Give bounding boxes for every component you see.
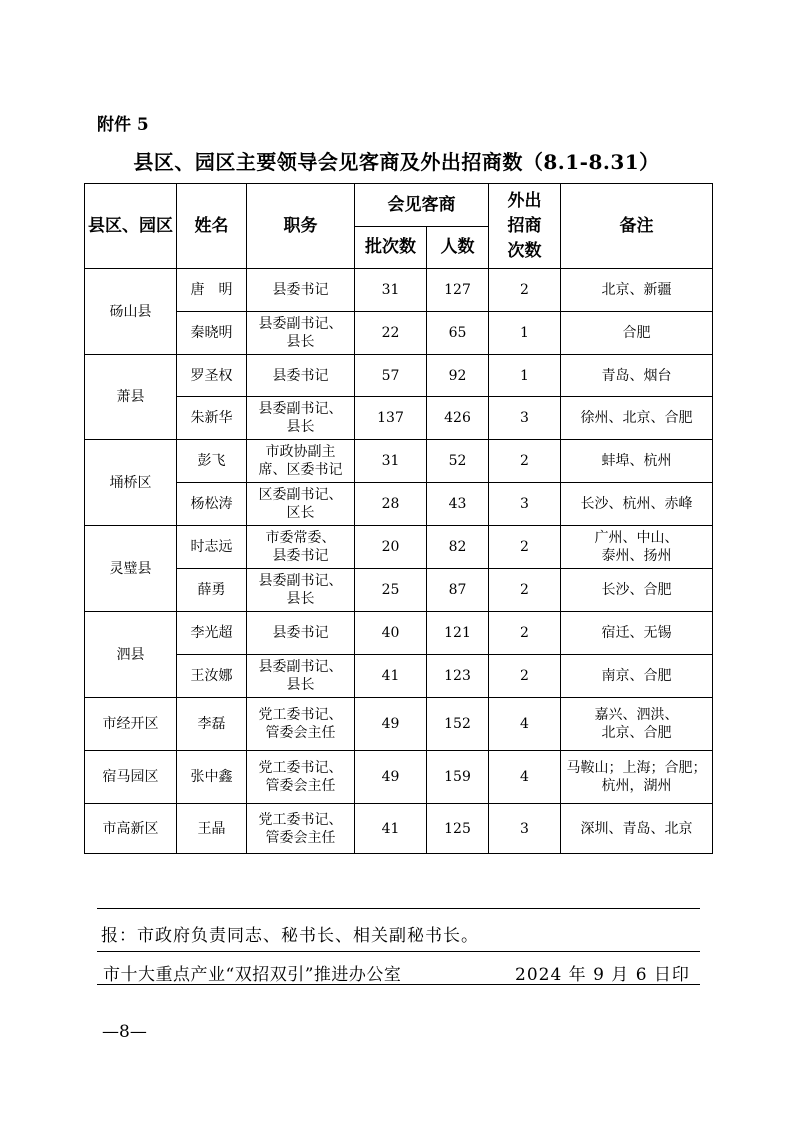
people-cell: 92 (427, 355, 489, 397)
trips-cell: 1 (489, 312, 561, 355)
remark-cell (561, 804, 713, 854)
remark-line: 北京、合肥 (601, 725, 672, 741)
remark-cell (561, 397, 713, 440)
position-line: 市委常委、 (265, 530, 336, 546)
batches-cell: 25 (355, 569, 427, 612)
issuing-office: 市十大重点产业“双招双引”推进办公室 (103, 965, 402, 985)
batches-cell: 40 (355, 612, 427, 655)
position-line: 县委副书记、 (258, 573, 343, 589)
remark-cell (561, 483, 713, 526)
position-cell (247, 526, 355, 569)
batches-cell: 31 (355, 440, 427, 483)
position-line: 管委会主任 (265, 829, 336, 846)
people-cell: 121 (427, 612, 489, 655)
position-line: 县委书记 (272, 367, 329, 384)
position-line: 县委书记 (272, 282, 329, 298)
name-cell: 李光超 (177, 612, 247, 655)
table-row (85, 804, 713, 854)
position-line: 管委会主任 (265, 778, 336, 794)
table-row (85, 655, 713, 698)
batches-cell: 49 (355, 751, 427, 804)
remark-cell (561, 440, 713, 483)
header-name: 姓名 (177, 184, 247, 269)
people-cell: 125 (427, 804, 489, 854)
trips-cell: 2 (489, 269, 561, 312)
batches-cell: 41 (355, 804, 427, 854)
position-line: 县委副书记、 (258, 659, 343, 675)
name-cell: 薛勇 (177, 569, 247, 612)
position-line: 党工委书记、 (258, 707, 343, 723)
remark-line: 合肥 (622, 325, 651, 341)
position-cell (247, 312, 355, 355)
remark-line: 蚌埠、杭州 (601, 453, 672, 469)
position-cell (247, 698, 355, 751)
footer-divider-top (97, 908, 700, 909)
table-row (85, 269, 713, 312)
name-cell: 罗圣权 (177, 355, 247, 397)
people-cell: 152 (427, 698, 489, 751)
batches-cell: 20 (355, 526, 427, 569)
remark-cell (561, 612, 713, 655)
remark-cell (561, 655, 713, 698)
position-line: 县委副书记、 (258, 316, 343, 332)
remark-cell (561, 751, 713, 804)
table-row (85, 355, 713, 397)
name-cell: 秦晓明 (177, 312, 247, 355)
people-cell: 127 (427, 269, 489, 312)
header-trips-line-2: 招商 (507, 215, 542, 236)
header-meet: 会见客商 (355, 184, 489, 227)
people-cell: 87 (427, 569, 489, 612)
name-cell: 彭飞 (177, 440, 247, 483)
position-line: 县长 (286, 591, 315, 607)
trips-cell: 2 (489, 612, 561, 655)
header-county: 县区、园区 (85, 184, 177, 269)
header-position: 职务 (247, 184, 355, 269)
trips-cell: 1 (489, 355, 561, 397)
batches-cell: 137 (355, 397, 427, 440)
people-cell: 426 (427, 397, 489, 440)
position-cell (247, 612, 355, 655)
position-cell (247, 569, 355, 612)
trips-cell: 4 (489, 698, 561, 751)
table-row (85, 312, 713, 355)
batches-cell: 57 (355, 355, 427, 397)
name-cell: 张中鑫 (177, 751, 247, 804)
name-cell: 李磊 (177, 698, 247, 751)
county-cell: 砀山县 (85, 269, 177, 355)
trips-cell: 3 (489, 483, 561, 526)
remark-cell (561, 698, 713, 751)
statistics-table (84, 183, 713, 854)
remark-line: 青岛、烟台 (601, 367, 672, 384)
position-line: 党工委书记、 (258, 760, 343, 776)
people-cell: 43 (427, 483, 489, 526)
batches-cell: 31 (355, 269, 427, 312)
remark-cell (561, 269, 713, 312)
remark-cell (561, 355, 713, 397)
remark-line: 长沙、合肥 (601, 582, 672, 598)
county-cell: 市经开区 (85, 698, 177, 751)
header-trips-line-3: 次数 (507, 240, 542, 261)
position-cell (247, 804, 355, 854)
page-number: —8— (102, 1022, 147, 1042)
table-row (85, 612, 713, 655)
name-cell: 朱新华 (177, 397, 247, 440)
remark-cell (561, 312, 713, 355)
table-row (85, 440, 713, 483)
county-cell: 灵璧县 (85, 526, 177, 612)
trips-cell: 2 (489, 440, 561, 483)
name-cell: 王汝娜 (177, 655, 247, 698)
document-title: 县区、园区主要领导会见客商及外出招商数（8.1-8.31） (133, 150, 660, 174)
position-line: 区长 (286, 505, 315, 521)
remark-line: 徐州、北京、合肥 (580, 410, 693, 426)
county-cell: 宿马园区 (85, 751, 177, 804)
remark-line: 南京、合肥 (601, 668, 672, 684)
table-row (85, 397, 713, 440)
people-cell: 82 (427, 526, 489, 569)
trips-cell: 3 (489, 804, 561, 854)
position-cell (247, 655, 355, 698)
footer-divider-bottom (97, 984, 700, 985)
trips-cell: 2 (489, 655, 561, 698)
county-cell: 埇桥区 (85, 440, 177, 526)
batches-cell: 22 (355, 312, 427, 355)
people-cell: 52 (427, 440, 489, 483)
position-line: 县委书记 (272, 625, 329, 641)
remark-line: 广州、中山、 (594, 530, 679, 546)
position-line: 县长 (286, 677, 315, 693)
remark-line: 嘉兴、泗洪、 (594, 707, 679, 723)
header-batches: 批次数 (355, 227, 427, 269)
header-remark: 备注 (561, 184, 713, 269)
attachment-label: 附件 5 (97, 115, 149, 135)
remark-line: 杭州，湖州 (601, 778, 672, 794)
header-people: 人数 (427, 227, 489, 269)
position-cell (247, 355, 355, 397)
table-row (85, 698, 713, 751)
batches-cell: 41 (355, 655, 427, 698)
batches-cell: 49 (355, 698, 427, 751)
position-line: 区委副书记、 (258, 487, 343, 503)
table-row (85, 751, 713, 804)
footer-divider-middle (97, 951, 700, 952)
table-row (85, 526, 713, 569)
header-trips (489, 184, 561, 269)
position-line: 党工委书记、 (258, 811, 343, 828)
remark-line: 北京、新疆 (601, 282, 672, 298)
trips-cell: 3 (489, 397, 561, 440)
position-line: 管委会主任 (265, 725, 336, 741)
print-date: 2024 年 9 月 6 日印 (515, 965, 690, 985)
position-cell (247, 751, 355, 804)
county-cell: 市高新区 (85, 804, 177, 854)
position-line: 席、区委书记 (258, 462, 343, 478)
name-cell: 唐 明 (177, 269, 247, 312)
trips-cell: 4 (489, 751, 561, 804)
position-line: 县长 (286, 334, 315, 350)
table-body (85, 269, 713, 854)
county-cell: 泗县 (85, 612, 177, 698)
name-cell: 杨松涛 (177, 483, 247, 526)
remark-line: 长沙、杭州、赤峰 (580, 496, 693, 512)
position-line: 县长 (286, 419, 315, 435)
table-row (85, 569, 713, 612)
remark-line: 深圳、青岛、北京 (580, 820, 693, 837)
trips-cell: 2 (489, 569, 561, 612)
people-cell: 159 (427, 751, 489, 804)
table-row (85, 483, 713, 526)
county-cell: 萧县 (85, 355, 177, 440)
name-cell: 王晶 (177, 804, 247, 854)
people-cell: 65 (427, 312, 489, 355)
remark-cell (561, 526, 713, 569)
people-cell: 123 (427, 655, 489, 698)
trips-cell: 2 (489, 526, 561, 569)
position-cell (247, 269, 355, 312)
position-line: 县委副书记、 (258, 401, 343, 417)
position-cell (247, 397, 355, 440)
remark-cell (561, 569, 713, 612)
position-line: 市政协副主 (265, 444, 336, 460)
header-trips-line-1: 外出 (507, 190, 542, 211)
remark-line: 宿迁、无锡 (601, 625, 672, 641)
position-cell (247, 440, 355, 483)
remark-line: 马鞍山；上海；合肥； (566, 760, 707, 776)
position-cell (247, 483, 355, 526)
report-line: 报：市政府负责同志、秘书长、相关副秘书长。 (101, 926, 479, 946)
name-cell: 时志远 (177, 526, 247, 569)
position-line: 县委书记 (272, 548, 329, 564)
batches-cell: 28 (355, 483, 427, 526)
remark-line: 泰州、扬州 (601, 548, 672, 564)
